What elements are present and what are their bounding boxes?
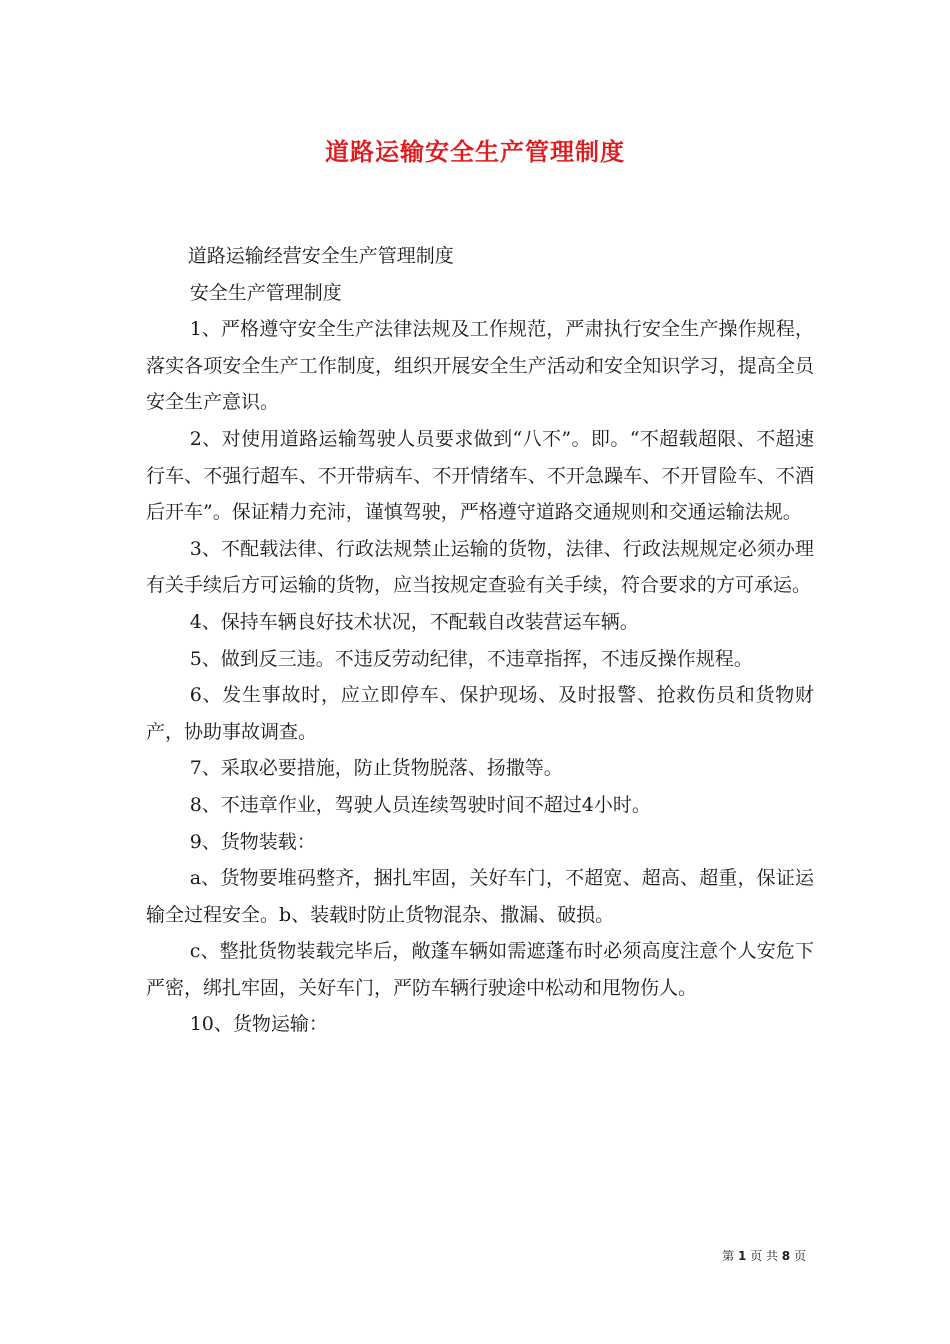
page-footer bbox=[0, 1247, 806, 1264]
paragraph-item-9a: a、货物要堆码整齐，捆扎牢固，关好车门，不超宽、超高、超重，保证运输全过程安全。b、装载时防止货物混杂、撒漏、破损。 bbox=[146, 867, 814, 926]
footer-suffix: 页 bbox=[793, 1249, 806, 1263]
paragraph-item-5: 5、做到反三违。不违反劳动纪律，不违章指挥，不违反操作规程。 bbox=[189, 647, 753, 670]
paragraph-item-9c: c、整批货物装载完毕后，敞蓬车辆如需遮蓬布时必须高度注意个人安危下严密，绑扎牢固，关好车门，严防车辆行驶途中松动和甩物伤人。 bbox=[146, 940, 814, 999]
paragraph-item-1: 1、严格遵守安全生产法律法规及工作规范，严肃执行安全生产操作规程，落实各项安全生产工作制度，组织开展安全生产活动和安全知识学习，提高全员安全生产意识。 bbox=[146, 318, 814, 414]
paragraph-item-10: 10、货物运输： bbox=[189, 1013, 328, 1036]
document-body bbox=[146, 238, 814, 1043]
paragraph-heading-2: 安全生产管理制度 bbox=[189, 281, 342, 304]
footer-middle: 页 共 bbox=[750, 1249, 778, 1263]
paragraph-item-2: 2、对使用道路运输驾驶人员要求做到“八不”。即。“不超载超限、不超速行车、不强行超车、不开带病车、不开情绪车、不开急躁车、不开冒险车、不酒后开车”。保证精力充沛，谨慎驾驶，严格遵守道路交通规则和交通运输法规。 bbox=[146, 427, 814, 524]
paragraph-item-6: 6、发生事故时，应立即停车、保护现场、及时报警、抢救伤员和货物财产，协助事故调查。 bbox=[146, 684, 814, 743]
paragraph-item-7: 7、采取必要措施，防止货物脱落、扬撒等。 bbox=[189, 757, 563, 780]
paragraph-heading-1: 道路运输经营安全生产管理制度 bbox=[187, 245, 454, 267]
document-title: 道路运输安全生产管理制度 bbox=[325, 137, 625, 166]
footer-total-pages: 8 bbox=[781, 1249, 791, 1263]
footer-current-page: 1 bbox=[737, 1249, 747, 1263]
footer-prefix: 第 bbox=[722, 1249, 735, 1263]
paragraph-item-9: 9、货物装载： bbox=[189, 830, 316, 853]
paragraph-item-4: 4、保持车辆良好技术状况，不配载自改装营运车辆。 bbox=[189, 610, 639, 633]
paragraph-item-3: 3、不配载法律、行政法规禁止运输的货物，法律、行政法规规定必须办理有关手续后方可运输的货物，应当按规定查验有关手续，符合要求的方可承运。 bbox=[146, 537, 814, 597]
paragraph-item-8: 8、不违章作业，驾驶人员连续驾驶时间不超过4小时。 bbox=[189, 793, 651, 816]
